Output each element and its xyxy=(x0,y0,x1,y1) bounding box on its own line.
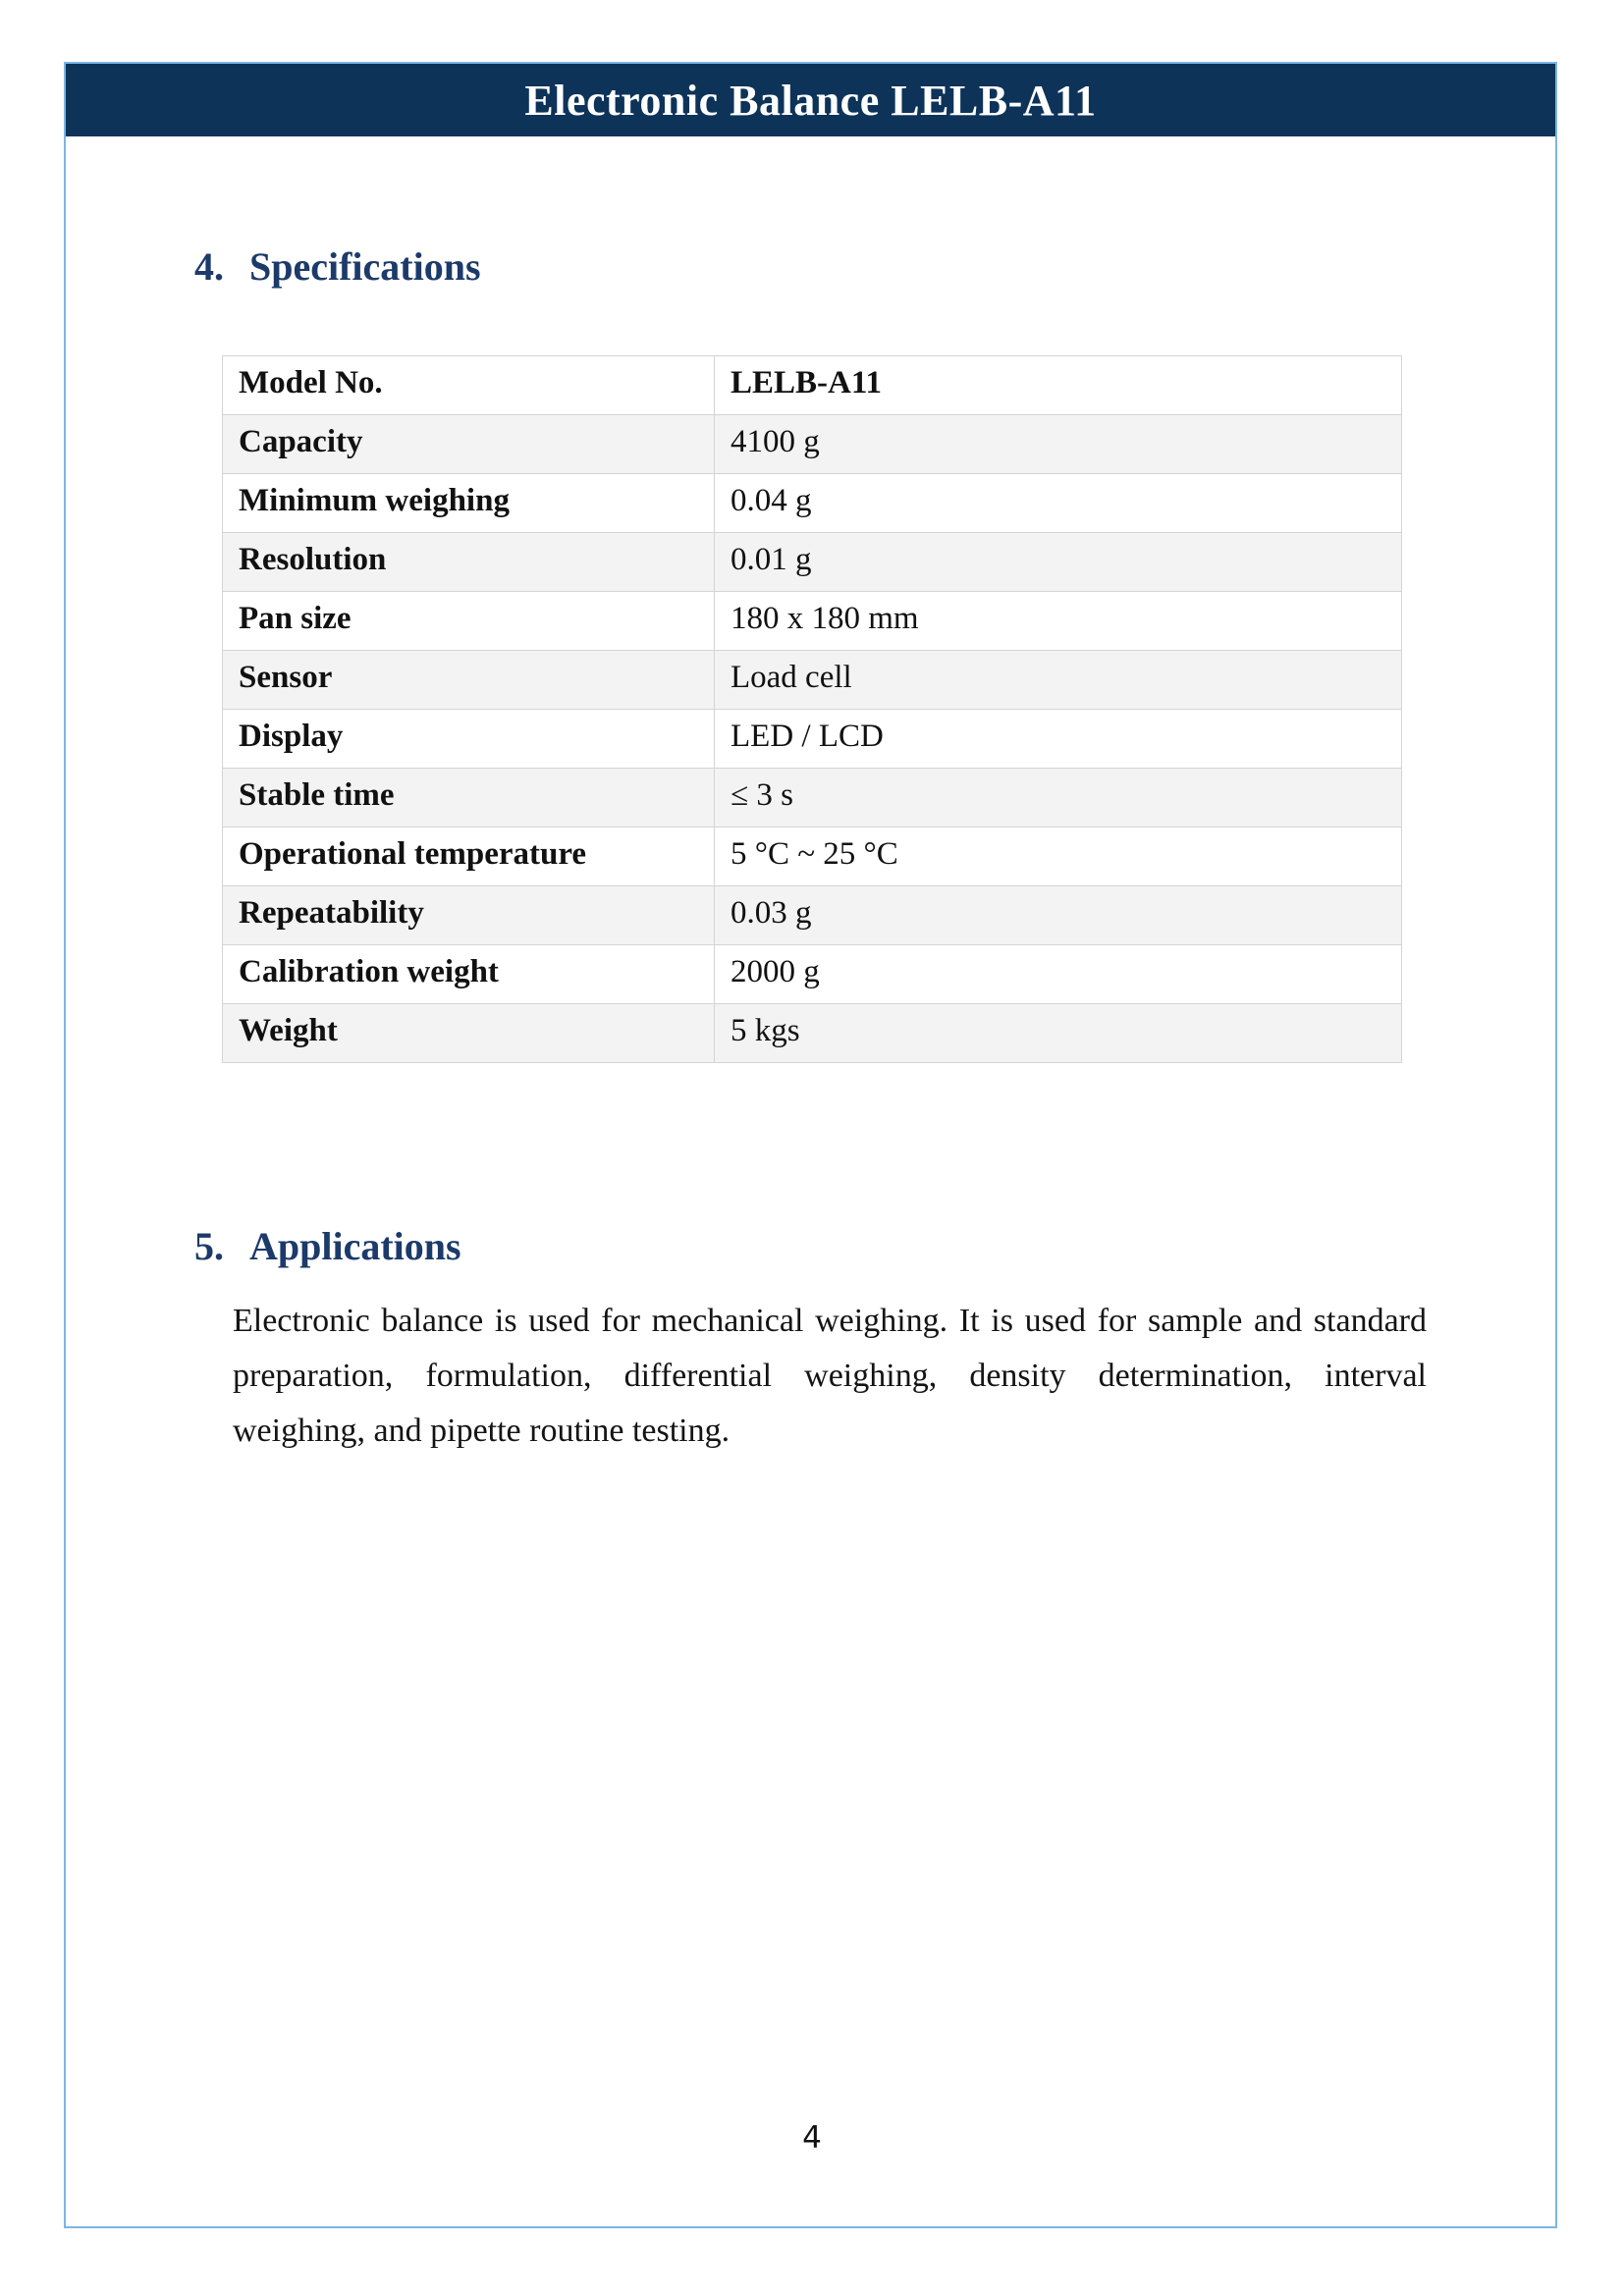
paragraph-line: weighing, and pipette routine testing. xyxy=(233,1413,731,1449)
spec-label-cell: Weight xyxy=(223,1004,715,1063)
table-row xyxy=(223,474,1402,533)
spec-label-cell: Resolution xyxy=(223,533,715,592)
spec-label-cell: Sensor xyxy=(223,651,715,710)
page-header-bar xyxy=(66,64,1555,136)
section-heading-applications xyxy=(194,1224,461,1268)
document-title: Electronic Balance LELB-A11 xyxy=(524,76,1097,125)
section-number: 5. xyxy=(194,1224,224,1268)
table-row xyxy=(223,769,1402,828)
section-title: Applications xyxy=(249,1224,461,1268)
spec-value-cell: ≤ 3 s xyxy=(715,769,1402,828)
spec-value-cell: 2000 g xyxy=(715,945,1402,1004)
spec-value-cell: 4100 g xyxy=(715,415,1402,474)
spec-value-cell: LED / LCD xyxy=(715,710,1402,769)
spec-value-cell: 0.01 g xyxy=(715,533,1402,592)
section-heading-specifications xyxy=(194,244,481,289)
spec-label-cell: Stable time xyxy=(223,769,715,828)
table-row xyxy=(223,1004,1402,1063)
specifications-table xyxy=(222,355,1402,1063)
table-row xyxy=(223,356,1402,415)
section-title: Specifications xyxy=(249,244,481,289)
table-row xyxy=(223,828,1402,886)
paragraph-line: preparation, formulation, differential weighing, density determination, interval xyxy=(233,1358,1427,1394)
spec-label-cell: Capacity xyxy=(223,415,715,474)
table-row xyxy=(223,533,1402,592)
spec-label-cell: Calibration weight xyxy=(223,945,715,1004)
spec-value-cell: 0.03 g xyxy=(715,886,1402,945)
spec-label-cell: Repeatability xyxy=(223,886,715,945)
paragraph-line: Electronic balance is used for mechanical weighing. It is used for sample and standard xyxy=(233,1303,1427,1339)
spec-label-cell: Display xyxy=(223,710,715,769)
applications-paragraph xyxy=(233,1294,1427,1459)
table-row xyxy=(223,415,1402,474)
spec-label-cell: Model No. xyxy=(223,356,715,415)
table-row xyxy=(223,886,1402,945)
spec-value-cell: 5 kgs xyxy=(715,1004,1402,1063)
spec-value-cell: 180 x 180 mm xyxy=(715,592,1402,651)
section-number: 4. xyxy=(194,244,224,289)
page-number: 4 xyxy=(802,2120,822,2156)
table-row xyxy=(223,651,1402,710)
spec-value-cell: Load cell xyxy=(715,651,1402,710)
spec-value-cell: 0.04 g xyxy=(715,474,1402,533)
spec-label-cell: Pan size xyxy=(223,592,715,651)
spec-value-cell: LELB-A11 xyxy=(715,356,1402,415)
spec-value-cell: 5 °C ~ 25 °C xyxy=(715,828,1402,886)
spec-label-cell: Minimum weighing xyxy=(223,474,715,533)
table-row xyxy=(223,945,1402,1004)
table-row xyxy=(223,592,1402,651)
table-row xyxy=(223,710,1402,769)
spec-label-cell: Operational temperature xyxy=(223,828,715,886)
